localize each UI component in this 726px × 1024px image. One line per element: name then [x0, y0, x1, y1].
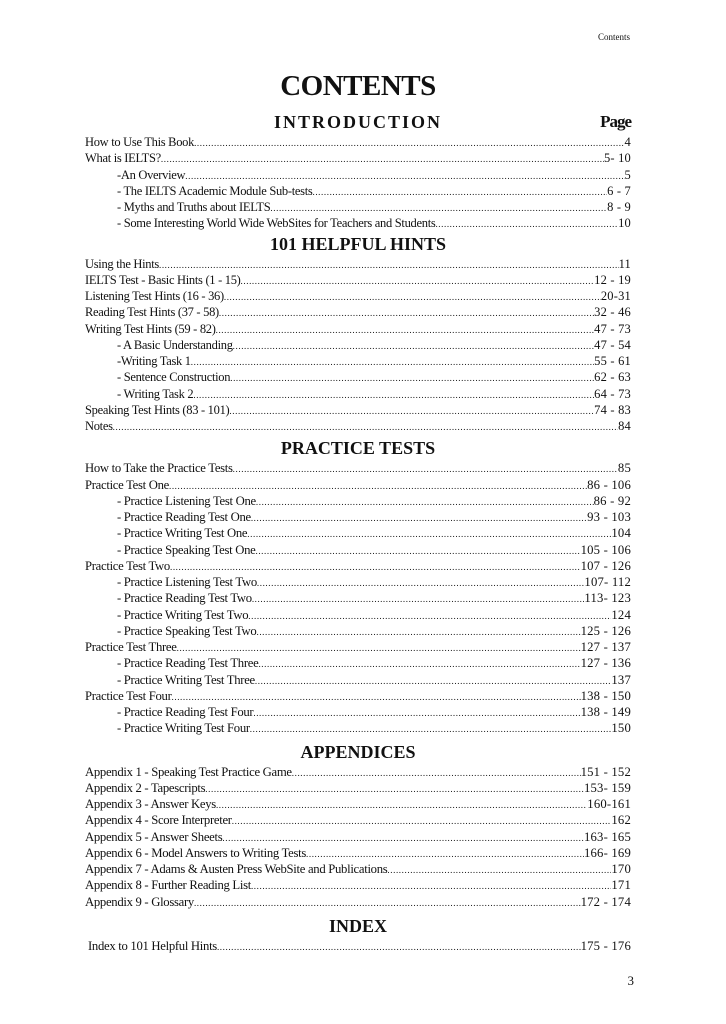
entry-pages: 107- 112	[584, 575, 631, 589]
toc-entry	[85, 639, 631, 655]
dot-leader	[251, 877, 611, 893]
dot-leader	[177, 639, 581, 655]
entry-pages: 107 - 126	[580, 558, 631, 573]
entry-label: Practice Test Two	[85, 558, 170, 573]
dot-leader	[255, 672, 611, 688]
page-column-label: Page	[600, 112, 631, 131]
toc-entry	[85, 288, 631, 304]
entry-pages: 20-31	[600, 289, 631, 303]
dot-leader	[169, 477, 587, 493]
entry-pages: 160-161	[587, 797, 631, 811]
entry-pages: 6 - 7	[607, 183, 631, 198]
toc-entry	[85, 688, 631, 704]
entry-pages: 5	[624, 167, 631, 182]
entry-pages: 86 - 106	[587, 477, 631, 492]
dot-leader	[252, 590, 585, 606]
entry-pages: 162	[611, 813, 631, 828]
entry-label: Appendix 5 - Answer Sheets	[85, 829, 223, 844]
entry-label: Appendix 3 - Answer Keys	[85, 797, 216, 811]
toc-subentry	[85, 542, 631, 558]
toc-entry	[85, 321, 631, 337]
dot-leader	[241, 272, 595, 288]
toc-entry	[85, 861, 631, 877]
dot-leader	[170, 558, 581, 574]
toc-subentry	[85, 704, 631, 720]
dot-leader	[253, 704, 580, 720]
entry-label: Appendix 1 - Speaking Test Practice Game	[85, 764, 292, 779]
entry-pages: 138 - 149	[580, 705, 631, 719]
entry-label: - Some Interesting World Wide WebSites for Teachers and Students	[117, 216, 436, 231]
entry-label: - Practice Reading Test Three	[117, 656, 259, 671]
dot-leader	[233, 460, 618, 476]
toc-subentry	[85, 590, 631, 606]
dot-leader	[256, 623, 580, 639]
toc-subentry	[85, 337, 631, 353]
section-heading: INDEX	[328, 915, 387, 936]
entry-label: - Practice Speaking Test One	[117, 542, 256, 557]
entry-pages: 104	[611, 526, 631, 541]
toc-entry	[85, 477, 631, 493]
entry-label: Practice Test Four	[85, 688, 172, 703]
entry-pages: 166- 169	[583, 845, 631, 860]
dot-leader	[230, 369, 594, 385]
toc-entry	[85, 780, 631, 796]
entry-pages: 163- 165	[583, 829, 631, 844]
toc-entry	[85, 150, 631, 166]
entry-pages: 170	[611, 862, 631, 876]
dot-leader	[222, 829, 584, 845]
entry-pages: 105 - 106	[580, 542, 631, 557]
dot-leader	[270, 199, 607, 215]
entry-pages: 175 - 176	[580, 938, 631, 953]
dot-leader	[194, 134, 624, 150]
entry-label: - Practice Writing Test One	[117, 526, 248, 541]
dot-leader	[292, 764, 581, 780]
entry-pages: 8 - 9	[607, 200, 631, 214]
entry-label: - Practice Speaking Test Two	[117, 623, 257, 638]
toc-entry	[85, 764, 631, 780]
entry-label: Listening Test Hints (16 - 36)	[85, 289, 224, 303]
toc-subentry	[85, 353, 631, 369]
entry-label: Practice Test Three	[85, 640, 177, 654]
entry-label: Appendix 4 - Score Interpreter	[85, 813, 232, 828]
entry-label: Appendix 2 - Tapescripts	[85, 780, 206, 795]
toc-subentry	[85, 672, 631, 688]
entry-pages: 62 - 63	[594, 370, 631, 385]
entry-label: Notes	[85, 419, 113, 433]
dot-leader	[256, 493, 594, 509]
section-heading	[85, 110, 631, 134]
entry-label: Appendix 6 - Model Answers to Writing Tests	[85, 845, 306, 860]
toc-subentry	[85, 199, 631, 215]
entry-label: -Writing Task 1	[117, 354, 191, 368]
entry-pages: 172 - 174	[580, 894, 631, 909]
dot-leader	[161, 150, 604, 166]
toc-entry	[85, 418, 631, 434]
entry-pages: 138 - 150	[580, 688, 631, 703]
dot-leader	[435, 215, 618, 231]
entry-label: IELTS Test - Basic Hints (1 - 15)	[85, 272, 241, 287]
entry-list	[85, 134, 631, 232]
section-heading-text: INTRODUCTION	[273, 112, 443, 132]
toc-subentry	[85, 720, 631, 736]
dot-leader	[172, 688, 581, 704]
dot-leader	[248, 607, 611, 623]
dot-leader	[194, 894, 581, 910]
entry-pages: 55 - 61	[594, 354, 631, 368]
toc-entry	[85, 894, 631, 910]
entry-label: - Writing Task 2	[117, 386, 194, 401]
entry-label: What is IELTS?	[85, 151, 161, 166]
running-head: Contents	[597, 32, 630, 42]
entry-pages: 171	[611, 878, 631, 893]
entry-list	[85, 256, 631, 435]
page-title: CONTENTS	[280, 70, 436, 102]
entry-pages: 153- 159	[583, 780, 631, 795]
toc-entry	[85, 460, 631, 476]
toc-subentry	[85, 369, 631, 385]
section-heading: PRACTICE TESTS	[280, 438, 436, 459]
toc-entry	[85, 256, 631, 272]
dot-leader	[306, 845, 584, 861]
toc-subentry	[85, 493, 631, 509]
entry-label: Appendix 9 - Glossary	[85, 894, 194, 909]
dot-leader	[387, 861, 611, 877]
dot-leader	[191, 353, 594, 369]
entry-list	[85, 460, 631, 736]
toc-subentry	[85, 525, 631, 541]
entry-pages: 113- 123	[584, 591, 631, 606]
dot-leader	[193, 386, 594, 402]
entry-label: Writing Test Hints (59 - 82)	[85, 321, 216, 336]
entry-list	[85, 938, 631, 954]
entry-pages: 85	[617, 461, 631, 476]
dot-leader	[185, 167, 624, 183]
toc-entry	[85, 304, 631, 320]
section-heading: 101 HELPFUL HINTS	[269, 233, 447, 254]
toc-subentry	[85, 623, 631, 639]
entry-label: - Sentence Construction	[117, 370, 231, 385]
toc-entry	[85, 938, 631, 954]
entry-label: Reading Test Hints (37 - 58)	[85, 305, 219, 320]
section-index	[85, 914, 631, 954]
dot-leader	[247, 525, 611, 541]
toc-subentry	[85, 386, 631, 402]
dot-leader	[312, 183, 607, 199]
entry-label: - The IELTS Academic Module Sub-tests	[117, 183, 313, 198]
entry-pages: 151 - 152	[580, 764, 631, 779]
toc-entry	[85, 134, 631, 150]
entry-pages: 32 - 46	[594, 305, 631, 320]
entry-pages: 10	[618, 216, 631, 231]
entry-label: -An Overview	[117, 167, 186, 182]
entry-pages: 47 - 73	[594, 321, 631, 336]
entry-pages: 4	[624, 135, 631, 149]
section-heading: APPENDICES	[300, 741, 416, 762]
toc-subentry	[85, 607, 631, 623]
entry-label: - Practice Reading Test One	[117, 510, 251, 524]
dot-leader	[250, 720, 612, 736]
entry-label: - Practice Reading Test Four	[117, 705, 254, 719]
toc-subentry	[85, 655, 631, 671]
entry-pages: 11	[618, 256, 631, 271]
entry-label: Appendix 7 - Adams & Austen Press WebSite and Publications	[85, 862, 388, 876]
entry-label: - Practice Listening Test One	[117, 493, 256, 508]
entry-label: Index to 101 Helpful Hints	[88, 938, 217, 953]
table-of-contents	[85, 68, 631, 954]
entry-label: - Myths and Truths about IELTS	[117, 200, 271, 214]
entry-label: - Practice Writing Test Two	[117, 607, 249, 622]
toc-subentry	[85, 509, 631, 525]
dot-leader	[255, 542, 580, 558]
entry-pages: 5- 10	[603, 151, 631, 166]
toc-entry	[85, 402, 631, 418]
section-appendices	[85, 740, 631, 910]
entry-label: - Practice Writing Test Three	[117, 672, 255, 687]
entry-pages: 150	[611, 721, 631, 736]
dot-leader	[229, 402, 594, 418]
entry-pages: 86 - 92	[593, 493, 631, 508]
entry-label: How to Use This Book	[85, 135, 195, 149]
section-helpful-hints	[85, 232, 631, 435]
entry-pages: 127 - 136	[580, 656, 631, 671]
entry-pages: 125 - 126	[580, 623, 631, 638]
entry-pages: 74 - 83	[594, 402, 631, 417]
page-number: 3	[627, 973, 634, 988]
dot-leader	[113, 418, 618, 434]
toc-subentry	[85, 167, 631, 183]
dot-leader	[159, 256, 619, 272]
dot-leader	[224, 288, 601, 304]
toc-subentry	[85, 183, 631, 199]
toc-entry	[85, 877, 631, 893]
entry-label: - Practice Writing Test Four	[117, 721, 250, 736]
entry-pages: 84	[618, 419, 631, 433]
dot-leader	[217, 938, 581, 954]
entry-pages: 127 - 137	[580, 640, 631, 654]
entry-label: Using the Hints	[85, 256, 159, 271]
section-practice-tests	[85, 436, 631, 736]
dot-leader	[258, 655, 580, 671]
entry-list	[85, 764, 631, 910]
entry-pages: 12 - 19	[594, 272, 631, 287]
dot-leader	[216, 796, 587, 812]
entry-label: - Practice Reading Test Two	[117, 591, 252, 606]
toc-entry	[85, 558, 631, 574]
dot-leader	[232, 812, 612, 828]
entry-pages: 47 - 54	[594, 337, 631, 352]
toc-entry	[85, 812, 631, 828]
toc-entry	[85, 829, 631, 845]
entry-pages: 124	[611, 607, 631, 622]
entry-label: Practice Test One	[85, 477, 169, 492]
entry-label: - A Basic Understanding	[117, 337, 233, 352]
entry-label: - Practice Listening Test Two	[117, 575, 257, 589]
dot-leader	[251, 509, 587, 525]
entry-label: How to Take the Practice Tests	[85, 461, 233, 476]
dot-leader	[257, 574, 585, 590]
toc-entry	[85, 796, 631, 812]
dot-leader	[216, 321, 595, 337]
entry-pages: 93 - 103	[587, 510, 631, 524]
toc-entry	[85, 272, 631, 288]
toc-subentry	[85, 574, 631, 590]
entry-label: Appendix 8 - Further Reading List	[85, 878, 251, 893]
toc-entry	[85, 845, 631, 861]
section-introduction	[85, 110, 631, 232]
dot-leader	[233, 337, 595, 353]
dot-leader	[205, 780, 584, 796]
entry-label: Speaking Test Hints (83 - 101)	[85, 402, 230, 417]
entry-pages: 137	[611, 672, 631, 687]
dot-leader	[219, 304, 594, 320]
entry-pages: 64 - 73	[594, 386, 631, 401]
toc-subentry	[85, 215, 631, 231]
